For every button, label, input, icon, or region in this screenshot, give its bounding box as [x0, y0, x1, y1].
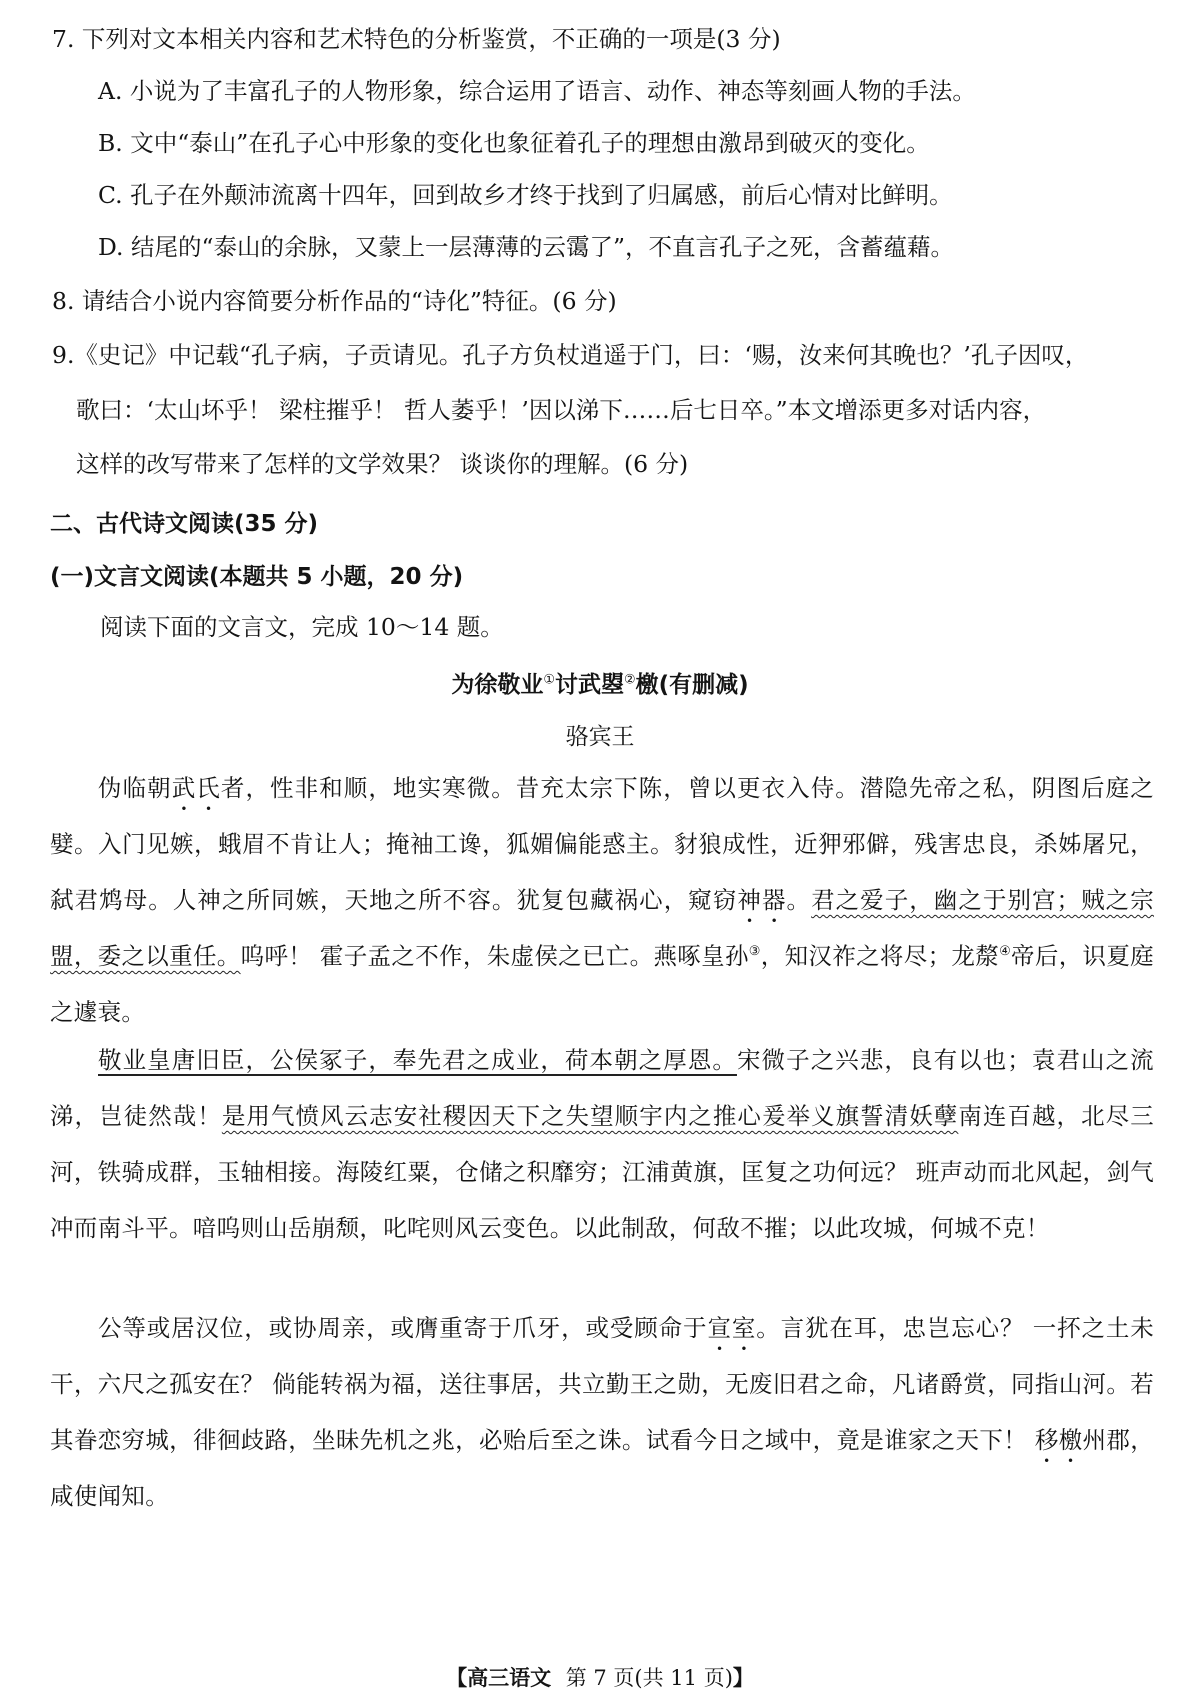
emphasized-word-xuanshi: 宣室: [707, 1314, 757, 1342]
wavy-underlined-sentence-1: 君之爱子，幽之于别宫；贼之宗盟，委之以重任。: [50, 886, 1155, 970]
passage-title: [0, 666, 1200, 699]
p1-text-i: 帝后，识夏庭之遽衰。: [50, 942, 1154, 1026]
footnote-marker-1: ①: [543, 672, 555, 688]
p3-text-c: 。言犹在耳，忠岂忘心？ 一抔之土未干，六尺之孤安在？ 倘能转祸为福，送往事居，共立勤王之勋，无废旧君之命，凡诸爵赏，同指山河。若其眷恋穷城，徘徊歧路，坐昧先机之兆，必贻后至之诛。试看今日之域中，竟是谁家之天下！: [50, 1314, 1155, 1454]
question-7-option-b: B. 文中“泰山”在孔子心中形象的变化也象征着孔子的理想由激昂到破灭的变化。: [98, 129, 930, 157]
section-heading: 二、古代诗文阅读(35 分): [50, 511, 319, 537]
question-7-stem: 7. 下列对文本相关内容和艺术特色的分析鉴赏，不正确的一项是(3 分): [52, 25, 781, 53]
section-subheading: (一)文言文阅读(本题共 5 小题，20 分): [50, 564, 464, 590]
passage-paragraph-1: [50, 760, 1154, 1040]
p3-text-e: 州郡，咸使闻知。: [50, 1426, 1154, 1510]
p1-text-c: 者，性非和顺，地实寒微。昔充太宗下陈，曾以更衣入侍。潜隐先帝之私，阴图后庭之嬖。入门见嫉，蛾眉不肯让人；掩袖工谗，狐媚偏能惑主。豺狼成性，近狎邪僻，残害忠良，杀姊屠兄，弑君鸩母。人神之所同嫉，天地之所不容。犹复包藏祸心，窥窃: [50, 774, 1154, 914]
passage-author: 骆宾王: [565, 724, 635, 750]
question-9-line1: 9.《史记》中记载“孔子病，子贡请见。孔子方负杖逍遥于门，曰：‘赐，汝来何其晚也？’孔子因叹，: [52, 341, 1089, 369]
footer-page-number: 第 7 页(共 11 页): [565, 1666, 733, 1690]
emphasized-word-wushi: 武氏: [171, 774, 221, 802]
passage-paragraph-2: [50, 1032, 1154, 1256]
emphasized-word-shenqi: 神器: [737, 886, 787, 914]
question-7-option-a: A. 小说为了丰富孔子的人物形象，综合运用了语言、动作、神态等刻画人物的手法。: [98, 77, 976, 105]
title-part-a: 为徐敬业: [451, 672, 544, 698]
title-part-c: 檄(有删减): [635, 672, 749, 698]
footnote-marker-3: ③: [748, 944, 761, 960]
footnote-marker-2: ②: [623, 672, 636, 688]
footer-bracket: 】: [732, 1666, 754, 1690]
underlined-sentence-jingye: 敬业皇唐旧臣，公侯冢子，奉先君之成业，荷本朝之厚恩。: [98, 1046, 737, 1074]
p2-text-d: 南连百越，北尽三河，铁骑成群，玉轴相接。海陵红粟，仓储之积靡穷；江浦黄旗，匡复之功何远？ 班声动而北风起，剑气冲而南斗平。喑呜则山岳崩颓，叱咤则风云变色。以此制敌，何敌不摧；以此攻城，何城不克！: [50, 1102, 1155, 1242]
p1-text-h: ，知汉祚之将尽；龙漦: [760, 942, 1000, 970]
question-9-line3: 这样的改写带来了怎样的文学效果？ 谈谈你的理解。(6 分): [76, 450, 689, 478]
footer-subject: 【高三语文: [446, 1666, 552, 1690]
passage-paragraph-3: [50, 1300, 1154, 1524]
p2-text-b: 宋微子之兴悲，良有以也；袁君山之流涕，岂徒然哉！: [50, 1046, 1154, 1130]
title-part-b: 讨武曌: [554, 672, 624, 698]
question-7-option-d: D. 结尾的“泰山的余脉，又蒙上一层薄薄的云霭了”，不直言孔子之死，含蓄蕴藉。: [98, 233, 954, 261]
question-7-option-c: C. 孔子在外颠沛流离十四年，回到故乡才终于找到了归属感，前后心情对比鲜明。: [98, 181, 953, 209]
page-footer: [0, 1662, 1200, 1692]
footnote-marker-4: ④: [999, 944, 1012, 960]
reading-instruction: 阅读下面的文言文，完成 10～14 题。: [100, 613, 504, 641]
question-9-line2: 歌曰：‘太山坏乎！ 梁柱摧乎！ 哲人萎乎！’因以涕下……后七日卒。”本文增添更多对话内容，: [76, 396, 1047, 424]
question-8: 8. 请结合小说内容简要分析作品的“诗化”特征。(6 分): [52, 287, 617, 315]
p1-text-g: 呜呼！ 霍子孟之不作，朱虚侯之已亡。燕啄皇孙: [240, 942, 749, 970]
p1-text-a: 伪临朝: [98, 774, 172, 802]
p1-text-e: 。: [786, 886, 812, 914]
emphasized-word-yixi: 移檄: [1034, 1426, 1083, 1454]
wavy-underlined-sentence-2: 是用气愤风云志安社稷因天下之失望顺宇内之推心爰举义旗誓清妖孽: [221, 1102, 959, 1130]
p3-text-a: 公等或居汉位，或协周亲，或膺重寄于爪牙，或受顾命于: [98, 1314, 708, 1342]
